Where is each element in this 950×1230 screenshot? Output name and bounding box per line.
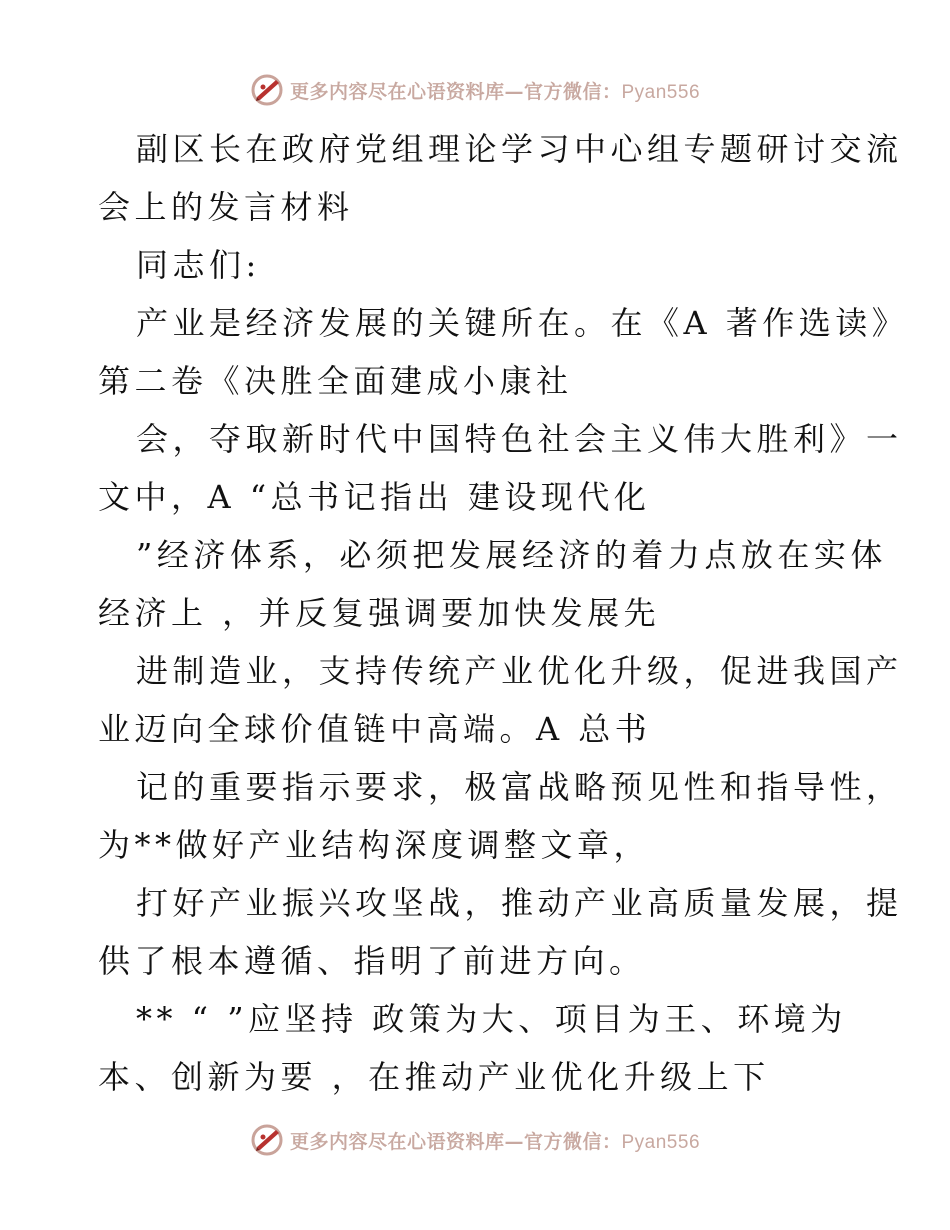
- text-line: 产业是经济发展的关键所在。在《A 著作选读》: [136, 304, 909, 342]
- watermark-banner-top: [0, 70, 950, 110]
- text-line: 文中，A “总书记指出 建设现代化: [98, 478, 651, 516]
- text-line: 同志们:: [136, 246, 261, 284]
- text-line: 会上的发言材料: [98, 188, 354, 226]
- text-line: 为**做好产业结构深度调整文章，: [98, 826, 651, 864]
- watermark-text: 更多内容尽在心语资料库—官方微信：Pyan556: [289, 80, 701, 103]
- brand-logo-icon: [250, 1123, 284, 1157]
- watermark-text: 更多内容尽在心语资料库—官方微信：Pyan556: [289, 1130, 701, 1153]
- wechat-id: Pyan556: [621, 81, 701, 103]
- text-line: ”经济体系，必须把发展经济的着力点放在实体: [136, 536, 887, 574]
- text-line: 副区长在政府党组理论学习中心组专题研讨交流: [136, 130, 903, 168]
- text-line: 会，夺取新时代中国特色社会主义伟大胜利》一: [136, 420, 903, 458]
- wechat-id: Pyan556: [621, 1131, 701, 1153]
- text-line: 供了根本遵循、指明了前进方向。: [98, 942, 646, 980]
- text-line: 记的重要指示要求，极富战略预见性和指导性，: [136, 768, 903, 806]
- watermark-banner-bottom: [0, 1120, 950, 1160]
- text-line: ** “ ”应坚持 政策为大、项目为王、环境为: [136, 1000, 847, 1038]
- text-line: 进制造业，支持传统产业优化升级，促进我国产: [136, 652, 903, 690]
- text-line: 第二卷《决胜全面建成小康社: [98, 362, 573, 400]
- brand-logo-icon: [250, 73, 284, 107]
- text-line: 打好产业振兴攻坚战，推动产业高质量发展，提: [136, 884, 903, 922]
- text-line: 业迈向全球价值链中高端。A 总书: [98, 710, 652, 748]
- text-line: 本、创新为要 ，在推动产业优化升级上下: [98, 1058, 770, 1096]
- document-body: [98, 120, 909, 1106]
- text-line: 经济上 ，并反复强调要加快发展先: [98, 594, 661, 632]
